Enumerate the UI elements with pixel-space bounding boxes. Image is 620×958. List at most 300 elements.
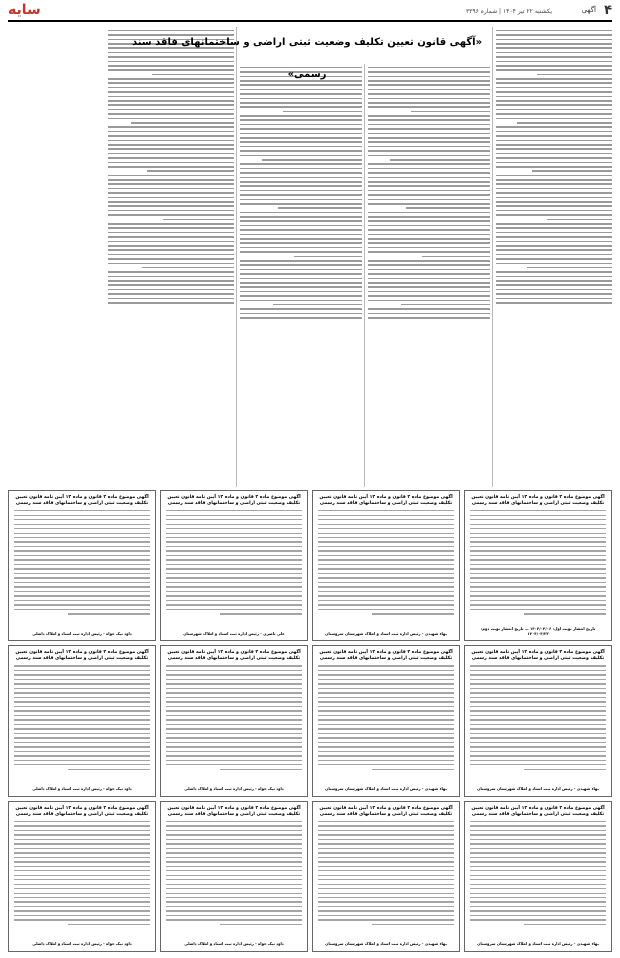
text-line — [422, 256, 490, 258]
text-line — [14, 683, 150, 684]
text-line — [108, 148, 234, 150]
text-line — [496, 197, 612, 199]
text-line — [166, 755, 302, 756]
column-divider — [364, 64, 365, 487]
text-line — [240, 98, 362, 100]
text-line — [166, 591, 302, 592]
text-line — [318, 719, 454, 720]
text-line — [368, 220, 490, 222]
text-line — [318, 559, 454, 560]
text-line — [496, 192, 612, 194]
text-line — [372, 924, 454, 925]
text-line — [166, 742, 302, 743]
text-line — [368, 163, 490, 165]
text-line — [240, 286, 362, 288]
text-line — [14, 910, 150, 911]
text-line — [166, 764, 302, 765]
text-line — [318, 866, 454, 867]
text-line — [470, 706, 606, 707]
notice-title: آگهی موضوع ماده ۳ قانون و ماده ۱۳ آیین نامه قانون تعیین تکلیف وضعیت ثبتی اراضی و ساختمانهای فاقد سند رسمی — [167, 805, 301, 817]
text-line — [166, 825, 302, 826]
text-line — [470, 910, 606, 911]
text-line — [14, 537, 150, 538]
notice-body — [166, 510, 302, 615]
text-line — [496, 236, 612, 238]
text-line — [14, 764, 150, 765]
text-line — [372, 769, 454, 770]
text-line — [14, 573, 150, 574]
text-line — [14, 595, 150, 596]
text-line — [318, 564, 454, 565]
text-line — [14, 861, 150, 862]
text-line — [166, 609, 302, 610]
text-line — [470, 515, 606, 516]
text-line — [108, 271, 234, 273]
text-line — [166, 701, 302, 702]
text-line — [108, 289, 234, 291]
text-line — [496, 232, 612, 234]
text-line — [368, 242, 490, 244]
text-line — [14, 510, 150, 511]
notice-box — [312, 645, 460, 796]
text-line — [166, 555, 302, 556]
text-line — [240, 168, 362, 170]
text-line — [14, 728, 150, 729]
text-line — [496, 56, 612, 58]
text-line — [108, 113, 234, 115]
text-line — [470, 573, 606, 574]
text-line — [108, 241, 234, 243]
text-line — [14, 875, 150, 876]
text-line — [470, 609, 606, 610]
notice-box — [8, 645, 156, 796]
text-line — [318, 595, 454, 596]
main-notice-title: «آگهی قانون تعیین تکلیف وضعیت ثبتی اراضی و ساختمانهای فاقد سند رسمی» — [131, 37, 483, 80]
text-line — [240, 264, 362, 266]
text-line — [14, 568, 150, 569]
notice-box — [312, 801, 460, 952]
text-line — [166, 665, 302, 666]
text-line — [166, 573, 302, 574]
notice-title: آگهی موضوع ماده ۳ قانون و ماده ۱۳ آیین نامه قانون تعیین تکلیف وضعیت ثبتی اراضی و ساختمانهای فاقد سند رسمی — [471, 495, 605, 506]
text-line — [318, 697, 454, 698]
text-line — [368, 203, 490, 205]
text-line — [14, 839, 150, 840]
text-line — [496, 188, 612, 190]
text-line — [108, 293, 234, 295]
text-line — [318, 715, 454, 716]
text-line — [318, 852, 454, 853]
text-block — [108, 30, 234, 304]
text-line — [470, 670, 606, 671]
text-line — [496, 162, 612, 164]
text-line — [496, 254, 612, 256]
text-line — [166, 919, 302, 920]
text-line — [318, 692, 454, 693]
text-line — [240, 133, 362, 135]
text-line — [470, 861, 606, 862]
issue-meta: یکشنبه ۲۲ تیر ۱۴۰۴ | شماره ۳۳۹۶ — [465, 8, 552, 15]
text-line — [318, 742, 454, 743]
notice-signature: بهاء شهیدی - رئیس اداره ثبت اسناد و املاک شهرستان سروستان — [325, 941, 447, 947]
text-line — [220, 769, 302, 770]
text-line — [368, 216, 490, 218]
text-line — [68, 924, 150, 925]
text-line — [470, 715, 606, 716]
text-line — [470, 692, 606, 693]
text-line — [166, 728, 302, 729]
text-line — [368, 84, 490, 86]
text-line — [166, 510, 302, 511]
text-line — [166, 834, 302, 835]
text-line — [14, 692, 150, 693]
text-line — [368, 199, 490, 201]
text-line — [524, 613, 606, 614]
text-line — [470, 893, 606, 894]
text-line — [470, 852, 606, 853]
text-line — [166, 719, 302, 720]
text-line — [496, 69, 612, 71]
text-line — [166, 600, 302, 601]
text-line — [496, 293, 612, 295]
notice-title: آگهی موضوع ماده ۳ قانون و ماده ۱۳ آیین نامه قانون تعیین تکلیف وضعیت ثبتی اراضی و ساختمانهای فاقد سند رسمی — [167, 495, 301, 506]
column-divider — [492, 27, 493, 487]
text-line — [527, 267, 612, 269]
notice-box — [464, 801, 612, 952]
text-line — [318, 755, 454, 756]
text-column-3 — [240, 64, 362, 487]
text-line — [240, 102, 362, 104]
notice-box — [160, 490, 308, 641]
text-line — [318, 857, 454, 858]
text-line — [240, 141, 362, 143]
text-line — [318, 600, 454, 601]
text-line — [14, 857, 150, 858]
text-line — [240, 177, 362, 179]
text-line — [14, 760, 150, 761]
text-line — [318, 901, 454, 902]
notice-title: آگهی موضوع ماده ۳ قانون و ماده ۱۳ آیین نامه قانون تعیین تکلیف وضعیت ثبتی اراضی و ساختمانهای فاقد سند رسمی — [15, 650, 149, 662]
text-line — [14, 821, 150, 822]
text-line — [318, 524, 454, 525]
text-line — [368, 194, 490, 196]
text-line — [368, 247, 490, 249]
text-line — [318, 577, 454, 578]
text-line — [470, 733, 606, 734]
text-line — [496, 302, 612, 304]
notice-title: آگهی موضوع ماده ۳ قانون و ماده ۱۳ آیین نامه قانون تعیین تکلیف وضعیت ثبتی اراضی و ساختمانهای فاقد سند رسمی — [319, 805, 453, 817]
text-line — [166, 595, 302, 596]
text-line — [240, 308, 362, 310]
text-line — [262, 159, 362, 161]
text-line — [108, 284, 234, 286]
text-line — [318, 609, 454, 610]
text-line — [496, 157, 612, 159]
text-line — [240, 128, 362, 130]
text-line — [470, 683, 606, 684]
text-line — [368, 282, 490, 284]
text-line — [470, 879, 606, 880]
text-line — [470, 710, 606, 711]
notice-box — [312, 490, 460, 641]
text-line — [108, 214, 234, 216]
text-line — [240, 203, 362, 205]
text-line — [470, 901, 606, 902]
text-line — [14, 901, 150, 902]
text-line — [240, 119, 362, 121]
notice-box — [464, 490, 612, 641]
text-line — [470, 724, 606, 725]
text-line — [14, 884, 150, 885]
text-line — [108, 188, 234, 190]
text-line — [318, 906, 454, 907]
text-line — [240, 229, 362, 231]
text-line — [368, 115, 490, 117]
text-line — [108, 227, 234, 229]
text-line — [496, 82, 612, 84]
notice-signature: داود نیک خواه - رئیس اداره ثبت اسناد و املاک داشلی — [184, 786, 284, 792]
text-column-1 — [496, 27, 612, 487]
text-line — [166, 875, 302, 876]
notice-signature: داود نیک خواه - رئیس اداره ثبت اسناد و املاک داشلی — [184, 941, 284, 947]
text-line — [108, 232, 234, 234]
text-line — [14, 582, 150, 583]
text-line — [470, 674, 606, 675]
text-line — [240, 185, 362, 187]
text-line — [166, 715, 302, 716]
text-line — [108, 126, 234, 128]
text-line — [470, 830, 606, 831]
text-line — [240, 317, 362, 319]
text-line — [368, 71, 490, 73]
text-line — [368, 177, 490, 179]
text-line — [368, 264, 490, 266]
text-line — [517, 122, 612, 124]
text-line — [318, 728, 454, 729]
text-line — [108, 157, 234, 159]
text-line — [496, 271, 612, 273]
text-line — [240, 190, 362, 192]
text-line — [318, 710, 454, 711]
text-line — [496, 276, 612, 278]
text-line — [294, 256, 362, 258]
text-line — [470, 884, 606, 885]
text-line — [14, 755, 150, 756]
text-line — [368, 168, 490, 170]
text-line — [166, 683, 302, 684]
text-line — [14, 564, 150, 565]
notice-box — [8, 490, 156, 641]
text-block — [240, 67, 362, 319]
text-line — [318, 537, 454, 538]
text-line — [166, 888, 302, 889]
text-line — [108, 153, 234, 155]
text-line — [496, 183, 612, 185]
text-line — [318, 674, 454, 675]
text-line — [283, 111, 362, 113]
text-line — [318, 893, 454, 894]
text-line — [470, 821, 606, 822]
text-line — [166, 550, 302, 551]
text-line — [318, 919, 454, 920]
text-line — [318, 670, 454, 671]
text-line — [278, 207, 362, 209]
text-line — [470, 665, 606, 666]
text-line — [368, 172, 490, 174]
text-line — [166, 884, 302, 885]
notice-body — [166, 821, 302, 926]
text-line — [166, 586, 302, 587]
text-line — [14, 915, 150, 916]
text-line — [108, 65, 234, 67]
text-line — [220, 613, 302, 614]
text-line — [470, 688, 606, 689]
text-line — [496, 205, 612, 207]
text-line — [14, 604, 150, 605]
text-line — [470, 586, 606, 587]
text-line — [14, 742, 150, 743]
text-line — [108, 245, 234, 247]
text-line — [14, 697, 150, 698]
text-line — [470, 834, 606, 835]
text-line — [318, 760, 454, 761]
text-line — [240, 194, 362, 196]
text-line — [108, 210, 234, 212]
text-line — [108, 135, 234, 137]
column-divider — [236, 27, 237, 487]
text-line — [368, 67, 490, 69]
notice-body — [318, 665, 454, 770]
text-line — [108, 78, 234, 80]
text-line — [470, 559, 606, 560]
text-line — [108, 197, 234, 199]
text-line — [108, 263, 234, 265]
text-line — [108, 166, 234, 168]
text-line — [368, 150, 490, 152]
text-line — [470, 541, 606, 542]
text-line — [368, 225, 490, 227]
text-line — [240, 300, 362, 302]
text-line — [547, 219, 612, 221]
text-line — [318, 830, 454, 831]
text-line — [240, 225, 362, 227]
text-line — [166, 710, 302, 711]
text-line — [372, 613, 454, 614]
text-line — [14, 710, 150, 711]
text-line — [496, 245, 612, 247]
text-line — [108, 192, 234, 194]
text-line — [108, 140, 234, 142]
text-line — [470, 870, 606, 871]
text-line — [240, 260, 362, 262]
text-line — [14, 541, 150, 542]
text-line — [166, 546, 302, 547]
text-line — [240, 115, 362, 117]
notice-title: آگهی موضوع ماده ۳ قانون و ماده ۱۳ آیین نامه قانون تعیین تکلیف وضعیت ثبتی اراضی و ساختمانهای فاقد سند رسمی — [319, 495, 453, 506]
text-line — [318, 879, 454, 880]
text-line — [108, 280, 234, 282]
text-line — [470, 848, 606, 849]
text-line — [496, 78, 612, 80]
text-line — [166, 533, 302, 534]
text-line — [368, 295, 490, 297]
text-line — [318, 821, 454, 822]
text-line — [496, 263, 612, 265]
text-line — [496, 47, 612, 49]
text-line — [368, 251, 490, 253]
text-line — [108, 69, 234, 71]
text-line — [318, 843, 454, 844]
text-line — [368, 185, 490, 187]
text-line — [131, 122, 234, 124]
text-line — [166, 524, 302, 525]
text-line — [166, 577, 302, 578]
text-line — [108, 162, 234, 164]
text-line — [108, 87, 234, 89]
text-line — [368, 76, 490, 78]
text-line — [166, 848, 302, 849]
text-line — [166, 915, 302, 916]
text-line — [318, 515, 454, 516]
text-line — [14, 674, 150, 675]
text-line — [108, 205, 234, 207]
text-line — [14, 546, 150, 547]
text-line — [108, 131, 234, 133]
text-line — [108, 179, 234, 181]
text-line — [496, 65, 612, 67]
text-line — [470, 555, 606, 556]
text-line — [470, 564, 606, 565]
text-line — [166, 897, 302, 898]
text-line — [470, 760, 606, 761]
text-line — [14, 577, 150, 578]
text-line — [166, 706, 302, 707]
text-line — [496, 96, 612, 98]
text-line — [108, 96, 234, 98]
text-line — [496, 210, 612, 212]
text-line — [240, 137, 362, 139]
text-line — [240, 172, 362, 174]
text-line — [470, 604, 606, 605]
text-line — [470, 897, 606, 898]
notice-signature: بهاء شهیدی - رئیس اداره ثبت اسناد و املاک شهرستان سروستان — [325, 630, 447, 636]
text-line — [108, 254, 234, 256]
text-line — [108, 201, 234, 203]
text-line — [318, 751, 454, 752]
text-line — [318, 825, 454, 826]
text-line — [470, 533, 606, 534]
notice-signature: علی ناصری - رئیس اداره ثبت اسناد و املاک شهرستان — [183, 630, 285, 636]
text-line — [166, 901, 302, 902]
text-line — [166, 737, 302, 738]
text-line — [318, 737, 454, 738]
text-line — [368, 238, 490, 240]
text-block — [496, 30, 612, 304]
text-line — [166, 879, 302, 880]
text-line — [166, 537, 302, 538]
text-line — [166, 746, 302, 747]
text-line — [108, 144, 234, 146]
text-line — [496, 104, 612, 106]
text-line — [166, 906, 302, 907]
text-line — [496, 91, 612, 93]
text-line — [470, 679, 606, 680]
text-line — [318, 683, 454, 684]
text-line — [496, 144, 612, 146]
text-line — [147, 170, 234, 172]
main-notice-area — [8, 27, 612, 487]
text-line — [240, 247, 362, 249]
